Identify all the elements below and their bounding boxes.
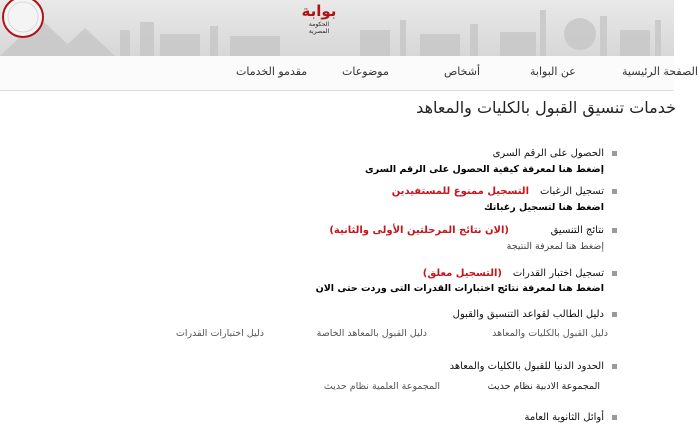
logo-title: بوابة: [301, 2, 337, 20]
bullet-icon: [612, 151, 617, 156]
preferences-link[interactable]: اضغط هنا لتسجيل رغباتك: [483, 202, 604, 213]
minimum-link-scientific[interactable]: المجموعة العلمية نظام حديث: [323, 381, 440, 392]
preferences-title: تسجيل الرغبات: [540, 186, 604, 197]
nav-service-providers[interactable]: مقدمو الخدمات: [236, 65, 308, 78]
bullet-icon: [612, 312, 617, 317]
guide-link-colleges[interactable]: دليل القبول بالكليات والمعاهد: [492, 328, 608, 339]
aptitude-title: تسجيل اختبار القدرات: [512, 268, 604, 279]
nav-topics[interactable]: موضوعات: [342, 65, 389, 78]
guide-link-aptitude[interactable]: دليل اختبارات القدرات: [175, 328, 264, 339]
minimum-link-literary[interactable]: المجموعة الادبية نظام حديث: [487, 381, 600, 392]
results-link[interactable]: إضغط هنا لمعرفة النتيجة: [506, 241, 604, 252]
logo-subtitle: الحكومة المصرية: [308, 21, 330, 35]
nav-people[interactable]: أشخاص: [444, 65, 481, 78]
aptitude-status: (التسجيل معلق): [422, 268, 502, 279]
page-title: خدمات تنسيق القبول بالكليات والمعاهد: [416, 98, 676, 117]
header-banner: [0, 0, 674, 56]
nav-home[interactable]: الصفحة الرئيسية: [622, 65, 698, 78]
main-nav: [0, 56, 698, 91]
bullet-icon: [612, 364, 617, 369]
bullet-icon: [612, 271, 617, 276]
bullet-icon: [612, 189, 617, 194]
aptitude-link[interactable]: اضغط هنا لمعرفة نتائج اختبارات القدرات التى وردت حتى الان: [315, 283, 604, 294]
results-status: (الان نتائج المرحلتين الأولى والثانية): [329, 225, 509, 236]
secret-code-link[interactable]: إضغط هنا لمعرفة كيفية الحصول على الرقم السرى: [365, 164, 604, 175]
top-students-title: أوائل الثانوية العامة: [524, 412, 604, 423]
guide-link-private-institutes[interactable]: دليل القبول بالمعاهد الخاصة: [316, 328, 427, 339]
secret-code-title: الحصول على الرقم السرى: [492, 148, 604, 159]
nav-about-portal[interactable]: عن البوابة: [530, 65, 576, 78]
preferences-status: التسجيل ممنوع للمستفيدين: [391, 186, 529, 197]
minimum-title: الحدود الدنيا للقبول بالكليات والمعاهد: [449, 361, 604, 372]
guide-title: دليل الطالب لقواعد التنسيق والقبول: [452, 309, 604, 320]
results-title: نتائج التنسيق: [550, 225, 604, 236]
bullet-icon: [612, 415, 617, 420]
bullet-icon: [612, 228, 617, 233]
portal-logo[interactable]: [0, 0, 46, 40]
